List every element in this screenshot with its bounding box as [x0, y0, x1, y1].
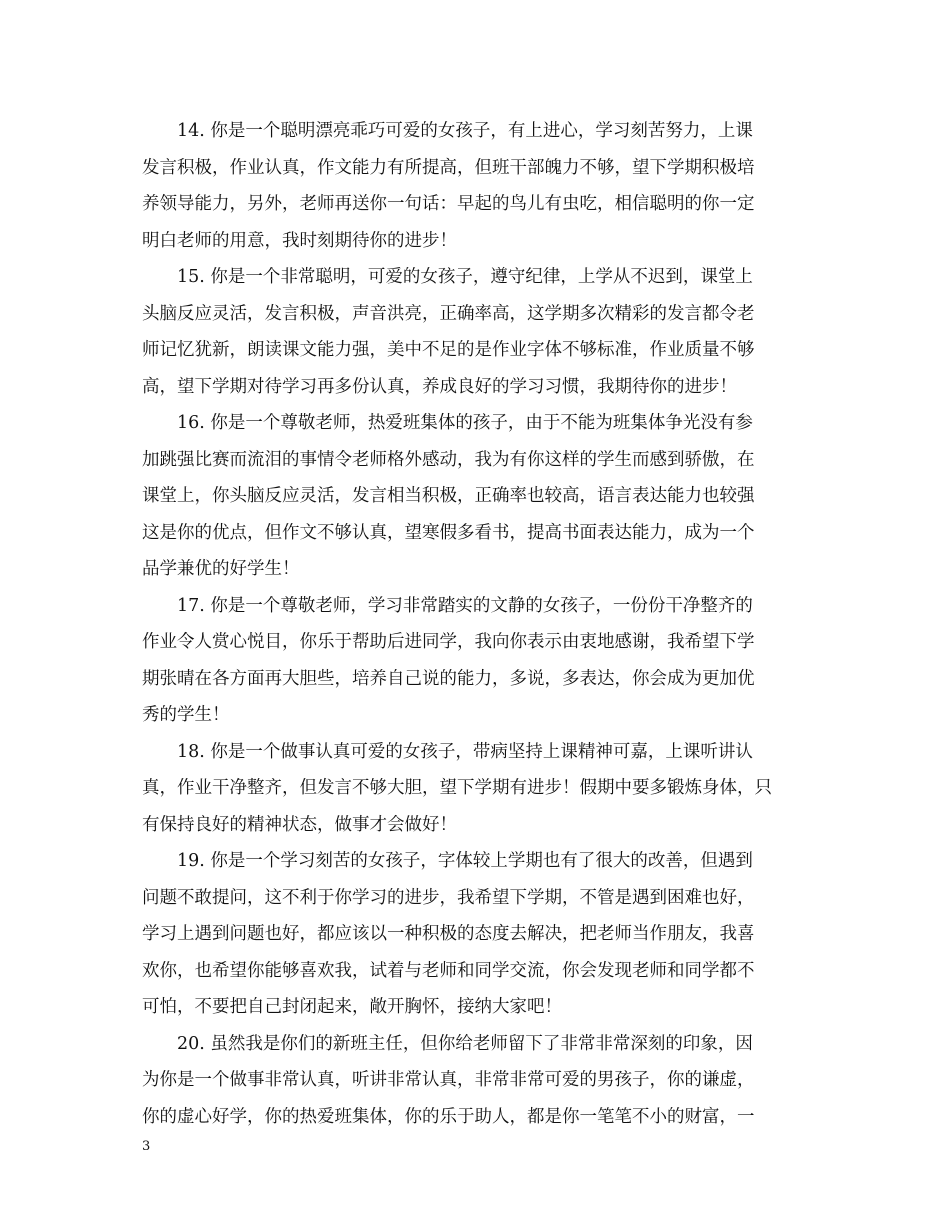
page-number: 3 [142, 1139, 151, 1154]
text-line: 14. 你是一个聪明漂亮乖巧可爱的女孩子，有上进心，学习刻苦努力，上课 [177, 121, 753, 141]
text-line: 学习上遇到问题也好，都应该以一种积极的态度去解决，把老师当作朋友，我喜 [142, 924, 755, 944]
text-line: 高，望下学期对待学习再多份认真，养成良好的学习习惯，我期待你的进步！ [142, 376, 737, 397]
text-line: 17. 你是一个尊敬老师，学习非常踏实的文静的女孩子，一份份干净整齐的 [177, 595, 753, 616]
text-line: 你的虚心好学，你的热爱班集体，你的乐于助人，都是你一笔笔不小的财富，一 [142, 1106, 755, 1127]
paragraph-15 [142, 259, 810, 405]
text-line: 16. 你是一个尊敬老师，热爱班集体的孩子，由于不能为班集体争光没有参 [177, 413, 753, 433]
text-line: 作业令人赏心悦目，你乐于帮助后进同学，我向你表示由衷地感谢，我希望下学 [142, 632, 755, 652]
text-line: 18. 你是一个做事认真可爱的女孩子，带病坚持上课精神可嘉，上课听讲认 [177, 741, 753, 762]
text-line: 这是你的优点，但作文不够认真，望寒假多看书，提高书面表达能力，成为一个 [142, 522, 755, 543]
text-line: 欢你，也希望你能够喜欢我，试着与老师和同学交流，你会发现老师和同学都不 [142, 960, 755, 981]
text-line: 15. 你是一个非常聪明，可爱的女孩子，遵守纪律，上学从不迟到，课堂上 [177, 267, 753, 287]
paragraph-14 [142, 113, 810, 259]
text-line: 师记忆犹新，朗读课文能力强，美中不足的是作业字体不够标准，作业质量不够 [142, 340, 755, 360]
paragraph-16 [142, 405, 810, 588]
text-line: 真，作业干净整齐，但发言不够大胆，望下学期有进步！假期中要多锻炼身体，只 [142, 778, 772, 798]
text-line: 课堂上，你头脑反应灵活，发言相当积极，正确率也较高，语言表达能力也较强 [142, 486, 755, 506]
text-line: 发言积极，作业认真，作文能力有所提高，但班干部魄力不够，望下学期积极培 [142, 157, 755, 178]
paragraph-20 [142, 1026, 810, 1136]
text-line: 20. 虽然我是你们的新班主任，但你给老师留下了非常非常深刻的印象，因 [177, 1033, 753, 1054]
text-line: 明白老师的用意，我时刻期待你的进步！ [142, 230, 457, 251]
text-line: 品学兼优的好学生！ [142, 559, 300, 579]
text-line: 加跳强比赛而流泪的事情令老师格外感动，我为有你这样的学生而感到骄傲，在 [142, 449, 755, 470]
text-line: 养领导能力，另外，老师再送你一句话：早起的鸟儿有虫吃，相信聪明的你一定 [142, 194, 755, 214]
text-line: 可怕，不要把自己封闭起来，敞开胸怀，接纳大家吧！ [142, 997, 562, 1017]
text-line: 问题不敢提问，这不利于你学习的进步，我希望下学期，不管是遇到困难也好， [142, 887, 755, 908]
text-line: 为你是一个做事非常认真，听讲非常认真，非常非常可爱的男孩子，你的谦虚， [142, 1070, 755, 1090]
paragraph-17 [142, 588, 810, 734]
text-line: 期张晴在各方面再大胆些，培养自己说的能力，多说，多表达，你会成为更加优 [142, 668, 755, 689]
text-line: 秀的学生！ [142, 705, 230, 725]
paragraph-18 [142, 734, 810, 844]
document-body [142, 113, 810, 1135]
paragraph-19 [142, 843, 810, 1026]
text-line: 头脑反应灵活，发言积极，声音洪亮，正确率高，这学期多次精彩的发言都令老 [142, 303, 755, 324]
text-line: 有保持良好的精神状态，做事才会做好！ [142, 814, 457, 835]
text-line: 19. 你是一个学习刻苦的女孩子，字体较上学期也有了很大的改善，但遇到 [177, 851, 753, 871]
